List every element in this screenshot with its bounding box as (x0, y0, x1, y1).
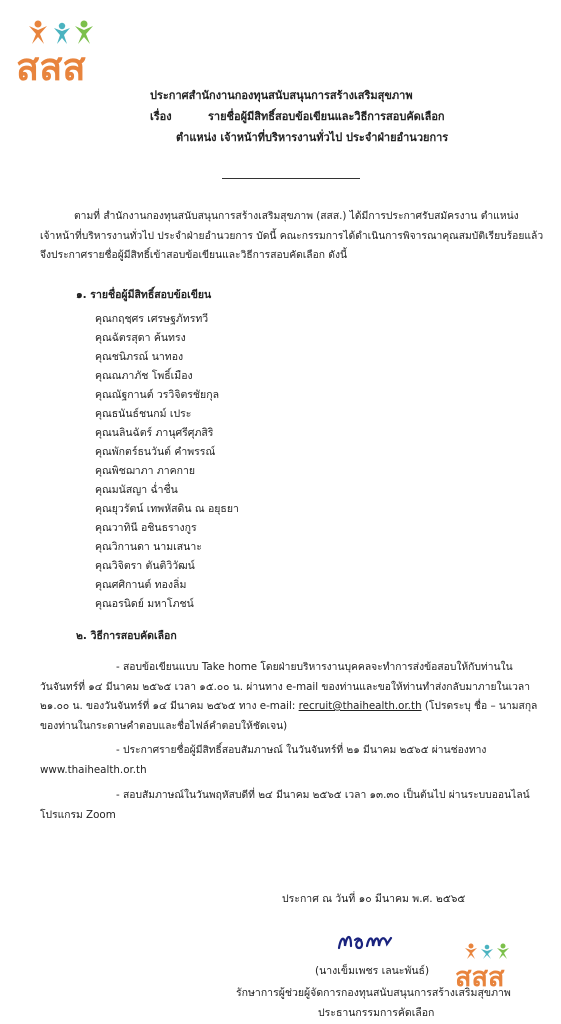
list-item: คุณมนัสญา ฉ่ำชื่น (95, 484, 178, 496)
list-item: คุณณภาภัช โพธิ์เมือง (95, 370, 193, 382)
logo-figures-icon (16, 14, 116, 84)
list-item: คุณณัฐกานต์ วรวิจิตรชัยกุล (95, 389, 220, 401)
thaihealth-logo (16, 14, 116, 84)
list-item: คุณพักตร์ธนวันต์ คำพรรณ์ (95, 446, 216, 458)
section1-heading: ๑. รายชื่อผู้มีสิทธิ์สอบข้อเขียน (76, 289, 212, 301)
list-item: คุณชนิภรณ์ นาทอง (95, 351, 184, 363)
list-item: คุณอรนิดย์ มหาโภชน์ (95, 598, 194, 610)
announce-date: ประกาศ ณ วันที่ ๑๐ มีนาคม พ.ศ. ๒๕๖๕ (282, 893, 466, 905)
subject-label: เรื่อง (150, 110, 172, 123)
signer-name: (นางเข็มเพชร เลนะพันธ์) (315, 965, 430, 977)
intro-line-3: จึงประกาศรายชื่อผู้มีสิทธิ์เข้าสอบข้อเขียนและวิธีการสอบคัดเลือก ดังนี้ (40, 249, 348, 261)
method-1-line-3-text: ๒๑.๐๐ น. ของวันจันทร์ที่ ๑๔ มีนาคม ๒๕๖๕ ทาง e-mail: (40, 700, 299, 712)
method-1-line-3 (40, 697, 550, 717)
website-link[interactable]: www.thaihealth.or.th (40, 763, 147, 776)
signer-role: ประธานกรรมการคัดเลือก (318, 1007, 435, 1019)
list-item: คุณศศิกานต์ ทองลิ่ม (95, 579, 187, 591)
method-item-1 (40, 658, 550, 736)
method-3-line-1: - สอบสัมภาษณ์ในวันพฤหัสบดีที่ ๒๔ มีนาคม ๒๕๖๕ เวลา ๑๓.๓๐ เป็นต้นไป ผ่านระบบออนไลน์ (116, 789, 530, 801)
footer-logo (455, 940, 525, 990)
position-line: ตำแหน่ง เจ้าหน้าที่บริหารงานทั่วไป ประจำฝ่ายอำนวยการ (176, 131, 449, 144)
list-item: คุณพิชฌาภา ภาคกาย (95, 465, 196, 477)
list-item: คุณฉัตรสุดา ค้นทรง (95, 332, 186, 344)
intro-paragraph (40, 207, 550, 266)
recruit-email-link[interactable]: recruit@thaihealth.or.th (298, 700, 422, 712)
list-item: คุณวิกานดา นามเสนาะ (95, 541, 202, 553)
logo-text: สสส (16, 45, 86, 84)
signature-image (335, 930, 395, 956)
intro-line-2: เจ้าหน้าที่บริหารงานทั่วไป ประจำฝ่ายอำนวยการ บัดนี้ คณะกรรมการได้ดำเนินการพิจารณาคุณสมบัติเรียบร้อยแล้ว (40, 229, 544, 242)
method-1-line-3-tail: (โปรดระบุ ชื่อ – นามสกุล (421, 700, 538, 712)
svg-text:สสส: สสส (455, 962, 505, 990)
list-item: คุณนลินฉัตร์ ภานุศรีศุภสิริ (95, 427, 214, 439)
method-3-line-2: โปรแกรม Zoom (40, 808, 116, 821)
method-2-line-1: - ประกาศรายชื่อผู้มีสิทธิ์สอบสัมภาษณ์ ในวันจันทร์ที่ ๒๑ มีนาคม ๒๕๖๕ ผ่านช่องทาง (116, 744, 487, 756)
intro-line-1: ตามที่ สำนักงานกองทุนสนับสนุนการสร้างเสริมสุขภาพ (สสส.) ได้มีการประกาศรับสมัครงาน ตำแหน่ง (74, 210, 519, 222)
signer-position: รักษาการผู้ช่วยผู้จัดการกองทุนสนับสนุนการสร้างเสริมสุขภาพ (236, 987, 511, 999)
footer-logo-icon (455, 940, 525, 990)
list-item: คุณกฤชฺศร เศรษฐภัทรทวี (95, 313, 209, 325)
list-item: คุณยุวรัตน์ เทพหัสดิน ณ อยุธยา (95, 503, 239, 515)
method-1-line-2: วันจันทร์ที่ ๑๔ มีนาคม ๒๕๖๕ เวลา ๑๕.๐๐ น. ผ่านทาง e-mail ของท่านและขอให้ท่านทำส่งกลับมาภายในเวลา (40, 680, 530, 693)
subject-text: รายชื่อผู้มีสิทธิ์สอบข้อเขียนและวิธีการสอบคัดเลือก (208, 110, 445, 123)
list-item: คุณธนันธ์ชนกม์ เประ (95, 408, 192, 420)
section2-heading: ๒. วิธีการสอบคัดเลือก (76, 630, 177, 642)
list-item: คุณวาทินี อชินธรางกูร (95, 522, 197, 534)
method-item-2 (40, 741, 550, 780)
announcement-title: ประกาศสำนักงานกองทุนสนับสนุนการสร้างเสริมสุขภาพ (150, 89, 413, 102)
header-divider (222, 178, 360, 179)
method-item-3 (40, 786, 550, 825)
method-1-line-4: ของท่านในกระดาษคำตอบและชื่อไฟล์คำตอบให้ชัดเจน) (40, 719, 288, 732)
method-1-line-1: - สอบข้อเขียนแบบ Take home โดยฝ่ายบริหารงานบุคคลจะทำการส่งข้อสอบให้กับท่านใน (116, 661, 513, 673)
list-item: คุณวิจิตรา ตันติวิวัฒน์ (95, 560, 195, 572)
